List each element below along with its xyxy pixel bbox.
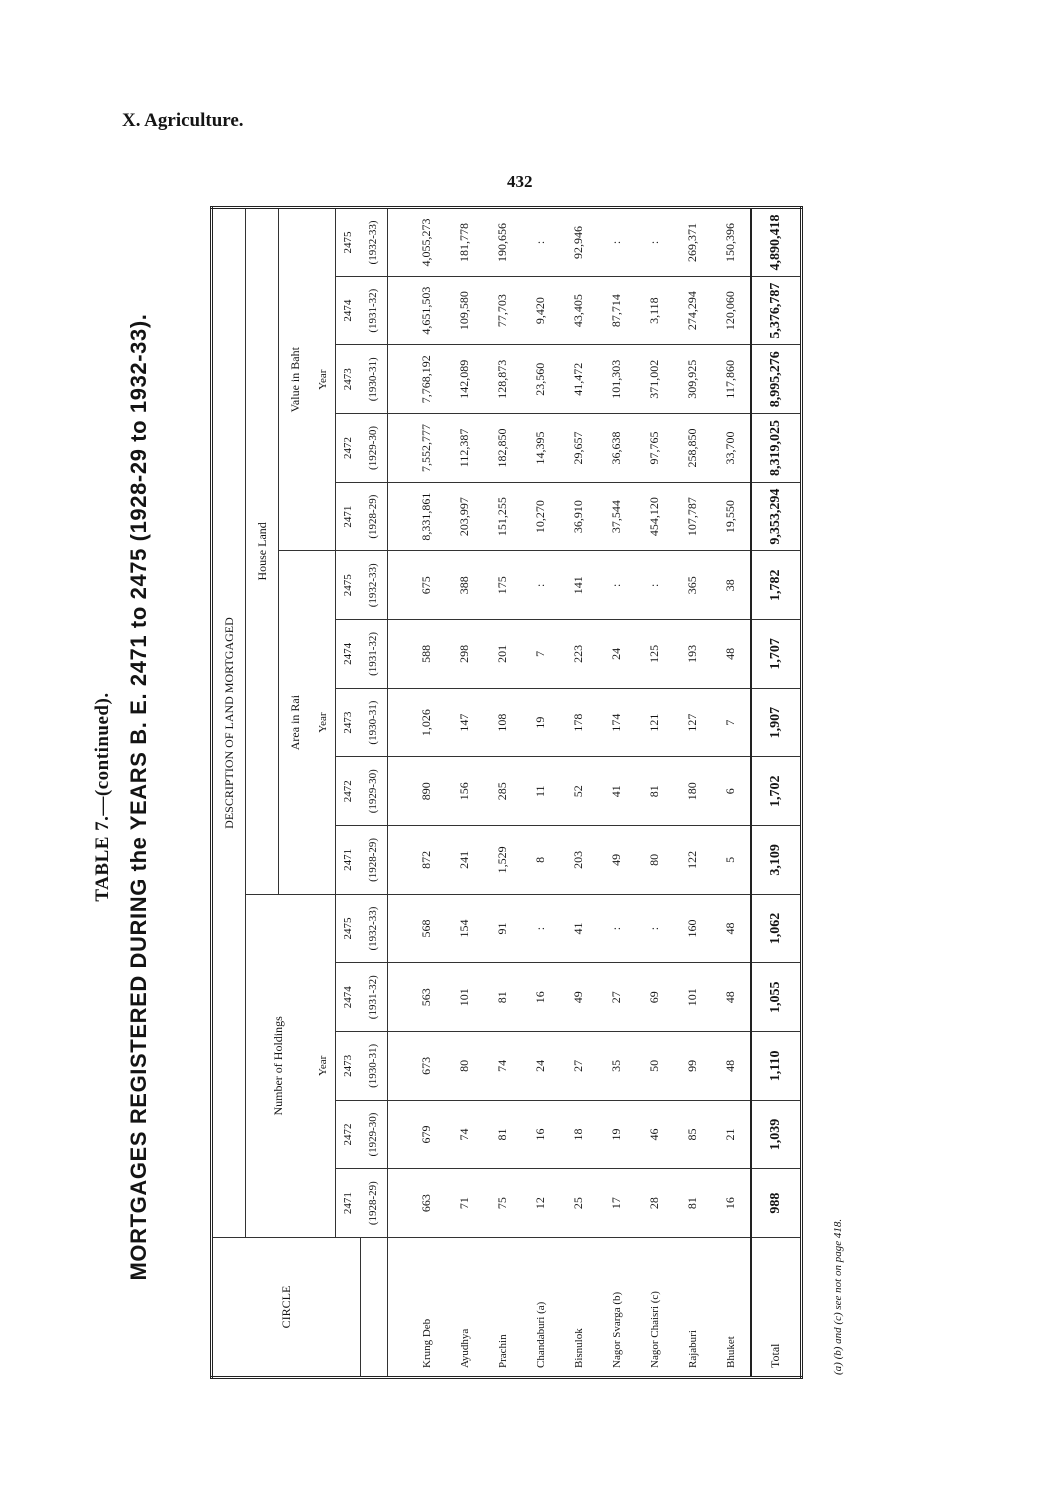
- total-holdings: 1,110: [751, 1032, 802, 1101]
- circle-name: Rajaburi: [674, 1238, 712, 1378]
- value-cell: 101,303: [598, 345, 636, 414]
- value-cell: 181,778: [446, 208, 484, 277]
- total-value: 9,353,294: [751, 482, 802, 551]
- area-cell: 121: [636, 688, 674, 757]
- table-row: [408, 208, 446, 1378]
- year-head: 2473: [336, 345, 361, 414]
- holdings-cell: 74: [484, 1032, 522, 1101]
- area-cell: 19: [522, 688, 560, 757]
- area-cell: 174: [598, 688, 636, 757]
- holdings-cell: :: [598, 894, 636, 963]
- value-cell: 274,294: [674, 276, 712, 345]
- holdings-cell: 679: [408, 1100, 446, 1169]
- holdings-cell: 16: [712, 1169, 751, 1238]
- value-cell: 258,850: [674, 414, 712, 483]
- total-holdings: 1,062: [751, 894, 802, 963]
- value-cell: 9,420: [522, 276, 560, 345]
- table-row: [712, 208, 751, 1378]
- area-cell: 180: [674, 757, 712, 826]
- table-row: [560, 208, 598, 1378]
- area-cell: 7: [522, 620, 560, 689]
- year-head: 2474: [336, 620, 361, 689]
- year-head: 2472: [336, 414, 361, 483]
- year-head: 2474: [336, 276, 361, 345]
- total-area: 1,907: [751, 688, 802, 757]
- holdings-cell: 71: [446, 1169, 484, 1238]
- year-head: 2472: [336, 757, 361, 826]
- area-cell: 122: [674, 826, 712, 895]
- area-header: Area in Rai: [279, 551, 312, 894]
- holdings-cell: 28: [636, 1169, 674, 1238]
- area-cell: 201: [484, 620, 522, 689]
- holdings-cell: 69: [636, 963, 674, 1032]
- year-head: 2475: [336, 208, 361, 277]
- holdings-cell: 81: [484, 1100, 522, 1169]
- value-cell: 371,002: [636, 345, 674, 414]
- footnote: (a) (b) and (c) see not on page 418.: [832, 1218, 844, 1375]
- value-cell: 8,331,861: [408, 482, 446, 551]
- circle-header-spacer: [360, 1238, 387, 1378]
- circle-header: CIRCLE: [212, 1238, 361, 1378]
- year-head: 2471: [336, 1169, 361, 1238]
- holdings-cell: 41: [560, 894, 598, 963]
- area-cell: 127: [674, 688, 712, 757]
- value-cell: 14,395: [522, 414, 560, 483]
- year-head: 2471: [336, 826, 361, 895]
- table-row: [446, 208, 484, 1378]
- area-cell: 7: [712, 688, 751, 757]
- holdings-cell: 12: [522, 1169, 560, 1238]
- area-cell: 81: [636, 757, 674, 826]
- circle-name: Bisnulok: [560, 1238, 598, 1378]
- area-cell: 298: [446, 620, 484, 689]
- holdings-year-label: Year: [311, 894, 336, 1237]
- circle-name: Krung Deb: [408, 1238, 446, 1378]
- area-cell: 1,026: [408, 688, 446, 757]
- holdings-cell: 80: [446, 1032, 484, 1101]
- circle-name: Chandaburi (a): [522, 1238, 560, 1378]
- total-area: 1,782: [751, 551, 802, 620]
- area-cell: 11: [522, 757, 560, 826]
- holdings-cell: 16: [522, 1100, 560, 1169]
- area-cell: 125: [636, 620, 674, 689]
- area-cell: 5: [712, 826, 751, 895]
- total-holdings: 1,039: [751, 1100, 802, 1169]
- holdings-cell: 27: [598, 963, 636, 1032]
- holdings-cell: 24: [522, 1032, 560, 1101]
- area-cell: 24: [598, 620, 636, 689]
- value-cell: 41,472: [560, 345, 598, 414]
- year-head: 2475: [336, 894, 361, 963]
- area-cell: 48: [712, 620, 751, 689]
- holdings-cell: 75: [484, 1169, 522, 1238]
- holdings-cell: 568: [408, 894, 446, 963]
- period-head: (1931-32): [360, 963, 387, 1032]
- area-cell: 203: [560, 826, 598, 895]
- value-cell: 77,703: [484, 276, 522, 345]
- table-row: [484, 208, 522, 1378]
- area-cell: 156: [446, 757, 484, 826]
- table-body: [408, 208, 751, 1378]
- period-head: (1931-32): [360, 620, 387, 689]
- mortgage-table: [210, 206, 803, 1379]
- area-cell: 6: [712, 757, 751, 826]
- period-head: (1931-32): [360, 276, 387, 345]
- period-head: (1928-29): [360, 1169, 387, 1238]
- holdings-cell: 673: [408, 1032, 446, 1101]
- area-cell: 890: [408, 757, 446, 826]
- value-cell: 3,118: [636, 276, 674, 345]
- value-cell: 151,255: [484, 482, 522, 551]
- year-head: 2474: [336, 963, 361, 1032]
- holdings-cell: 48: [712, 963, 751, 1032]
- value-year-label: Year: [311, 208, 336, 551]
- table-row: [598, 208, 636, 1378]
- value-cell: 36,910: [560, 482, 598, 551]
- holdings-header: Number of Holdings: [246, 894, 312, 1237]
- holdings-cell: 49: [560, 963, 598, 1032]
- value-cell: 182,850: [484, 414, 522, 483]
- year-head: 2473: [336, 1032, 361, 1101]
- period-head: (1929-30): [360, 414, 387, 483]
- description-header: DESCRIPTION OF LAND MORTGAGED: [212, 208, 246, 1238]
- value-cell: 309,925: [674, 345, 712, 414]
- total-row: [751, 208, 802, 1378]
- total-value: 8,995,276: [751, 345, 802, 414]
- holdings-cell: 19: [598, 1100, 636, 1169]
- year-head: 2472: [336, 1100, 361, 1169]
- area-cell: 285: [484, 757, 522, 826]
- area-cell: 141: [560, 551, 598, 620]
- area-cell: 38: [712, 551, 751, 620]
- total-value: 8,319,025: [751, 414, 802, 483]
- holdings-cell: 101: [446, 963, 484, 1032]
- area-cell: 872: [408, 826, 446, 895]
- period-head: (1929-30): [360, 1100, 387, 1169]
- value-cell: 29,657: [560, 414, 598, 483]
- table-subtitle: MORTGAGES REGISTERED DURING the YEARS B. E. 2471 to 2475 (1928-29 to 1932-33).: [126, 313, 151, 1281]
- total-area: 3,109: [751, 826, 802, 895]
- holdings-cell: 81: [674, 1169, 712, 1238]
- area-cell: 223: [560, 620, 598, 689]
- value-cell: 97,765: [636, 414, 674, 483]
- value-cell: 4,055,273: [408, 208, 446, 277]
- holdings-cell: 99: [674, 1032, 712, 1101]
- holdings-cell: 16: [522, 963, 560, 1032]
- holdings-cell: 85: [674, 1100, 712, 1169]
- holdings-cell: :: [636, 894, 674, 963]
- area-cell: 178: [560, 688, 598, 757]
- holdings-cell: 48: [712, 894, 751, 963]
- period-head: (1930-31): [360, 688, 387, 757]
- value-cell: 150,396: [712, 208, 751, 277]
- holdings-cell: :: [522, 894, 560, 963]
- area-cell: :: [522, 551, 560, 620]
- total-holdings: 988: [751, 1169, 802, 1238]
- holdings-cell: 46: [636, 1100, 674, 1169]
- value-cell: 107,787: [674, 482, 712, 551]
- area-cell: 1,529: [484, 826, 522, 895]
- value-cell: 92,946: [560, 208, 598, 277]
- holdings-cell: 27: [560, 1032, 598, 1101]
- year-head: 2471: [336, 482, 361, 551]
- area-cell: 41: [598, 757, 636, 826]
- area-cell: 241: [446, 826, 484, 895]
- holdings-cell: 563: [408, 963, 446, 1032]
- area-cell: 80: [636, 826, 674, 895]
- period-head: (1930-31): [360, 1032, 387, 1101]
- period-head: (1928-29): [360, 482, 387, 551]
- area-year-label: Year: [311, 551, 336, 894]
- circle-name: Prachin: [484, 1238, 522, 1378]
- area-cell: 193: [674, 620, 712, 689]
- area-cell: :: [636, 551, 674, 620]
- area-cell: 365: [674, 551, 712, 620]
- holdings-cell: 48: [712, 1032, 751, 1101]
- circle-name: Nagor Chaisri (c): [636, 1238, 674, 1378]
- area-cell: :: [598, 551, 636, 620]
- holdings-cell: 35: [598, 1032, 636, 1101]
- area-cell: 49: [598, 826, 636, 895]
- value-cell: :: [522, 208, 560, 277]
- circle-name: Nagor Svarga (b): [598, 1238, 636, 1378]
- page-number: 432: [507, 172, 533, 191]
- value-cell: 142,089: [446, 345, 484, 414]
- total-holdings: 1,055: [751, 963, 802, 1032]
- holdings-cell: 160: [674, 894, 712, 963]
- total-value: 4,890,418: [751, 208, 802, 277]
- value-cell: 36,638: [598, 414, 636, 483]
- table-row: [674, 208, 712, 1378]
- area-cell: 175: [484, 551, 522, 620]
- holdings-cell: 663: [408, 1169, 446, 1238]
- value-cell: 23,560: [522, 345, 560, 414]
- value-cell: 109,580: [446, 276, 484, 345]
- value-cell: 19,550: [712, 482, 751, 551]
- value-cell: 7,552,777: [408, 414, 446, 483]
- value-cell: 128,873: [484, 345, 522, 414]
- table-row: [636, 208, 674, 1378]
- value-cell: 269,371: [674, 208, 712, 277]
- total-area: 1,702: [751, 757, 802, 826]
- value-cell: 10,270: [522, 482, 560, 551]
- period-head: (1930-31): [360, 345, 387, 414]
- year-head: 2473: [336, 688, 361, 757]
- year-head: 2475: [336, 551, 361, 620]
- value-cell: 37,544: [598, 482, 636, 551]
- holdings-cell: 81: [484, 963, 522, 1032]
- area-cell: 388: [446, 551, 484, 620]
- holdings-cell: 74: [446, 1100, 484, 1169]
- value-cell: 454,120: [636, 482, 674, 551]
- period-head: (1928-29): [360, 826, 387, 895]
- holdings-cell: 91: [484, 894, 522, 963]
- total-area: 1,707: [751, 620, 802, 689]
- circle-name: Ayudhya: [446, 1238, 484, 1378]
- value-header: Value in Baht: [279, 208, 312, 551]
- value-cell: 190,656: [484, 208, 522, 277]
- value-cell: :: [598, 208, 636, 277]
- total-label: Total: [751, 1238, 802, 1378]
- area-cell: 52: [560, 757, 598, 826]
- value-cell: 43,405: [560, 276, 598, 345]
- area-cell: 108: [484, 688, 522, 757]
- value-cell: :: [636, 208, 674, 277]
- holdings-cell: 21: [712, 1100, 751, 1169]
- value-cell: 117,860: [712, 345, 751, 414]
- area-cell: 675: [408, 551, 446, 620]
- section-title: X. Agriculture.: [122, 110, 244, 131]
- holdings-cell: 50: [636, 1032, 674, 1101]
- period-head: (1932-33): [360, 894, 387, 963]
- period-head: (1929-30): [360, 757, 387, 826]
- value-cell: 112,387: [446, 414, 484, 483]
- holdings-cell: 18: [560, 1100, 598, 1169]
- value-cell: 120,060: [712, 276, 751, 345]
- value-cell: 33,700: [712, 414, 751, 483]
- value-cell: 7,768,192: [408, 345, 446, 414]
- period-head: (1932-33): [360, 208, 387, 277]
- value-cell: 87,714: [598, 276, 636, 345]
- total-value: 5,376,787: [751, 276, 802, 345]
- table-title: TABLE 7.—(continued).: [92, 692, 113, 902]
- area-cell: 588: [408, 620, 446, 689]
- value-cell: 4,651,503: [408, 276, 446, 345]
- holdings-cell: 101: [674, 963, 712, 1032]
- area-cell: 8: [522, 826, 560, 895]
- table-row: [522, 208, 560, 1378]
- holdings-cell: 25: [560, 1169, 598, 1238]
- holdings-cell: 17: [598, 1169, 636, 1238]
- period-head: (1932-33): [360, 551, 387, 620]
- house-land-header: House Land: [246, 208, 279, 895]
- area-cell: 147: [446, 688, 484, 757]
- holdings-cell: 154: [446, 894, 484, 963]
- circle-name: Bhuket: [712, 1238, 751, 1378]
- value-cell: 203,997: [446, 482, 484, 551]
